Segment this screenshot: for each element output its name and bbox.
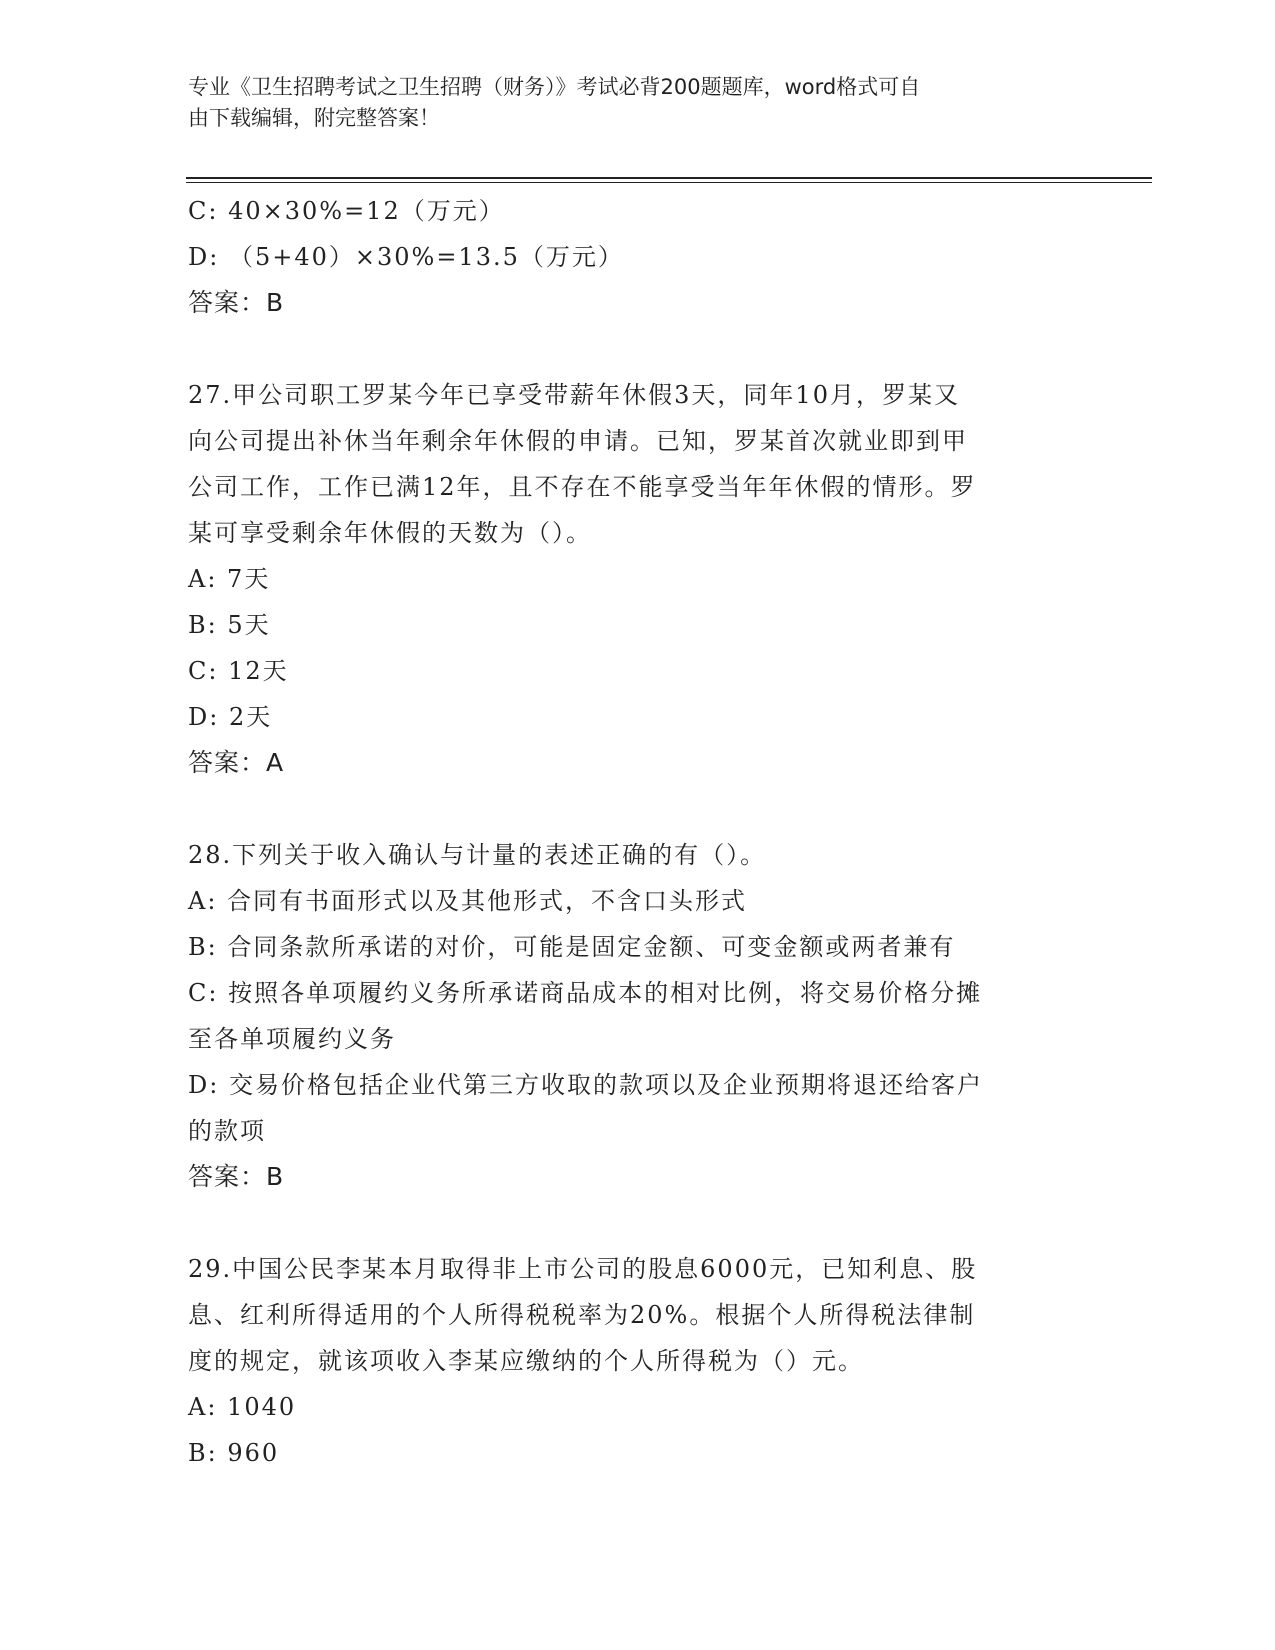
header-line-1: 专业《卫生招聘考试之卫生招聘（财务）》考试必背200题题库，word格式可自 xyxy=(188,75,921,99)
page-header xyxy=(188,72,1068,134)
q29-option-b: B: 960 xyxy=(188,1439,280,1467)
question-29 xyxy=(188,1246,1088,1476)
q27-option-b: B: 5天 xyxy=(188,611,271,639)
q29-stem-line-3: 度的规定，就该项收入李某应缴纳的个人所得税为（）元。 xyxy=(188,1347,864,1375)
q28-option-d-line-2: 的款项 xyxy=(188,1117,266,1145)
header-rule-thin xyxy=(186,182,1152,183)
q28-answer: 答案：B xyxy=(188,1162,285,1191)
q27-stem-line-3: 公司工作，工作已满12年，且不存在不能享受当年年休假的情形。罗 xyxy=(188,473,977,501)
question-28 xyxy=(188,832,1088,1200)
question-27 xyxy=(188,372,1088,786)
q28-option-b: B: 合同条款所承诺的对价，可能是固定金额、可变金额或两者兼有 xyxy=(188,933,956,961)
q28-option-a: A: 合同有书面形式以及其他形式，不含口头形式 xyxy=(188,887,748,915)
q27-option-c: C: 12天 xyxy=(188,657,289,685)
spacer xyxy=(188,326,1088,372)
q29-stem-line-1: 29.中国公民李某本月取得非上市公司的股息6000元，已知利息、股 xyxy=(188,1255,978,1283)
q29-stem-line-2: 息、红利所得适用的个人所得税税率为20%。根据个人所得税法律制 xyxy=(188,1301,976,1329)
prev-option-c: C: 40×30%=12（万元） xyxy=(188,197,505,225)
spacer xyxy=(188,1200,1088,1246)
q27-stem-line-2: 向公司提出补休当年剩余年休假的申请。已知，罗某首次就业即到甲 xyxy=(188,427,968,455)
q28-option-c-line-2: 至各单项履约义务 xyxy=(188,1025,396,1053)
q27-answer: 答案：A xyxy=(188,748,285,777)
q28-option-d-line-1: D: 交易价格包括企业代第三方收取的款项以及企业预期将退还给客户 xyxy=(188,1071,983,1099)
q27-stem-line-4: 某可享受剩余年休假的天数为（）。 xyxy=(188,519,592,547)
header-line-2: 由下载编辑，附完整答案！ xyxy=(188,106,440,130)
header-rule-thick xyxy=(186,177,1152,179)
q29-option-a: A: 1040 xyxy=(188,1393,297,1421)
spacer xyxy=(188,786,1088,832)
prev-option-d: D: （5+40）×30%=13.5（万元） xyxy=(188,243,624,271)
q28-stem-line-1: 28.下列关于收入确认与计量的表述正确的有（）。 xyxy=(188,841,767,869)
q27-stem-line-1: 27.甲公司职工罗某今年已享受带薪年休假3天，同年10月，罗某又 xyxy=(188,381,960,409)
q27-option-d: D: 2天 xyxy=(188,703,273,731)
q28-option-c-line-1: C: 按照各单项履约义务所承诺商品成本的相对比例，将交易价格分摊 xyxy=(188,979,983,1007)
prev-answer: 答案：B xyxy=(188,288,285,317)
question-content xyxy=(188,188,1088,1476)
q27-option-a: A: 7天 xyxy=(188,565,271,593)
